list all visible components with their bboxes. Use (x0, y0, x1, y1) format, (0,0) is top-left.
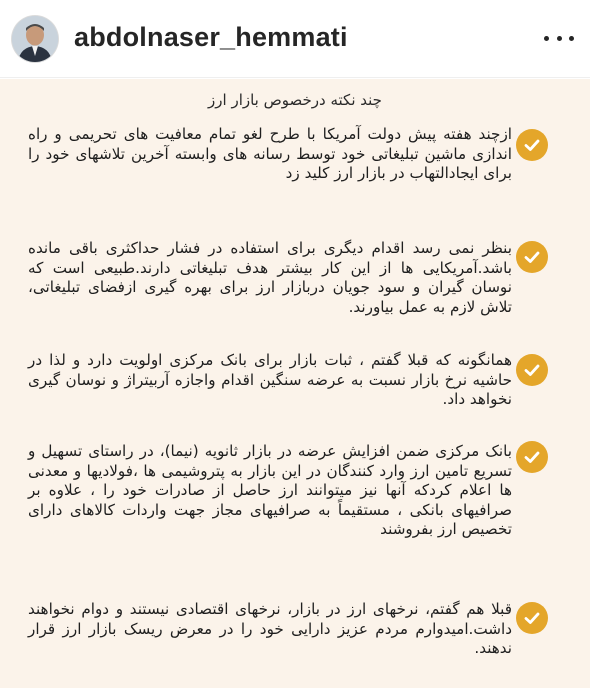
checkmark-icon (516, 441, 548, 473)
post-image (0, 79, 590, 688)
avatar[interactable] (12, 16, 58, 62)
checkmark-icon (516, 241, 548, 273)
profile-photo (12, 16, 58, 62)
more-options-icon[interactable] (544, 26, 574, 50)
username[interactable]: abdolnaser_hemmati (74, 22, 348, 52)
list-item: بنظر نمی رسد اقدام دیگری برای استفاده در فشار حداکثری باقی مانده باشد.آمریکایی ها از این کار بیشتر هدف تبلیغاتی دارند.طبیعی است که نوسان گیران و سود جویان دربازار ارز برای بهره گیری ازفضای تبلیغاتی، تلاش لازم به عمل بیاورند. (28, 239, 512, 316)
list-item: ازچند هفته پیش دولت آمریکا با طرح لغو تمام معافیت های تحریمی و راه اندازی ماشین تبلیغاتی خود توسط رسانه های وابسته آخرین تلاشهای خود را برای ایجادالتهاب در بازار ارز کلید زد (28, 125, 512, 182)
checkmark-icon (516, 354, 548, 386)
more-dot (569, 36, 574, 41)
post-header (0, 0, 590, 78)
more-dot (544, 36, 549, 41)
list-item: بانک مرکزی ضمن افزایش عرضه در بازار ثانویه (نیما)، در راستای تسهیل و تسریع تامین ارز وارد کنندگان در این بازار به پتروشیمی ها ،فولادیها و معدنی ها اعلام کردکه آنها نیز میتوانند ارز حاصل از صادرات خود را ، علاوه بر صرافیهای بانکی ، مستقیماً به صرافیهای مجاز جهت واردات کالاهای دارای تخصیص ارز بفروشند (28, 442, 512, 538)
list-item: همانگونه که قبلا گفتم ، ثبات بازار برای بانک مرکزی اولویت دارد و لذا در حاشیه نرخ بازار نسبت به عرضه سنگین اقدام واجازه آربیتراژ و نوسان گیری نخواهد داد. (28, 351, 512, 408)
checkmark-icon (516, 129, 548, 161)
post-title: چند نکته درخصوص بازار ارز (208, 91, 382, 109)
checkmark-icon (516, 602, 548, 634)
more-dot (557, 36, 562, 41)
list-item: قبلا هم گفتم، نرخهای ارز در بازار، نرخهای اقتصادی نیستند و دوام نخواهند داشت.امیدوارم مردم عزیز دارایی خود را در معرض ریسک بازار ارز قرار ندهند. (28, 600, 512, 657)
